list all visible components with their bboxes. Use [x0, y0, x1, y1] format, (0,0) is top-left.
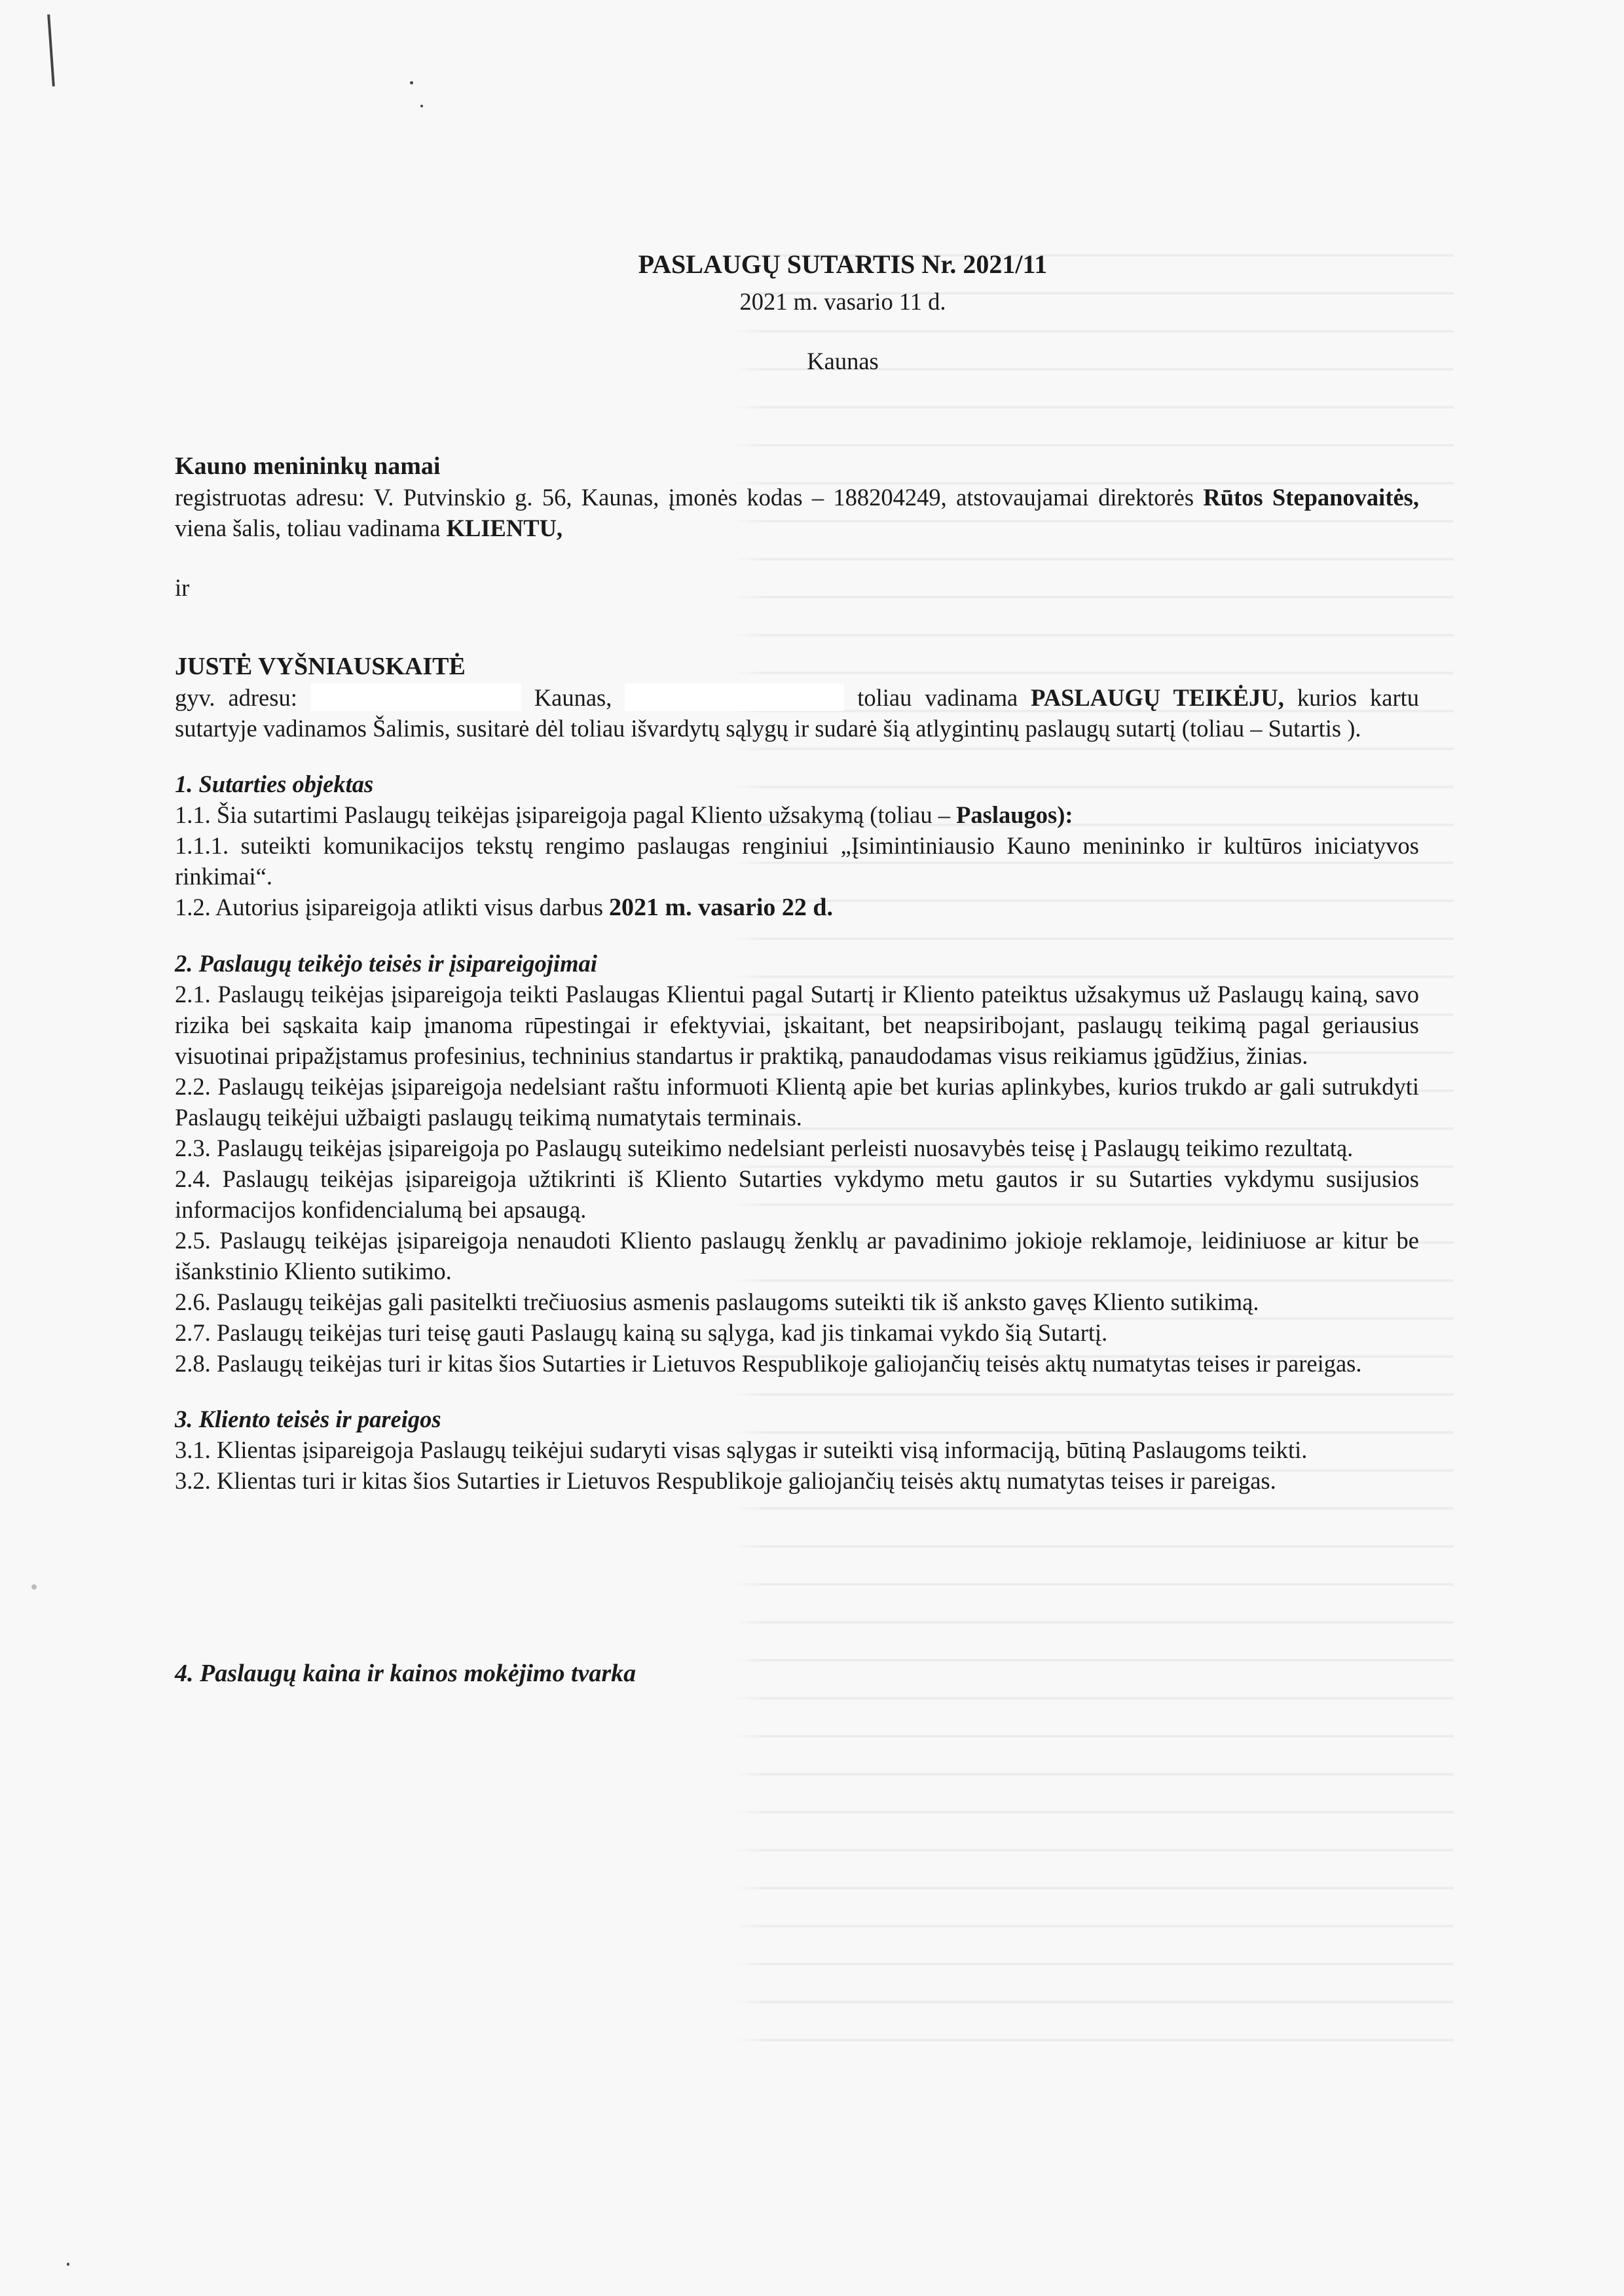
section-3-heading: 3. Kliento teisės ir pareigos	[175, 1406, 441, 1432]
clause-1-1-text: 1.1. Šia sutartimi Paslaugų teikėjas įsipareigoja pagal Kliento užsakymą (toliau –	[175, 801, 957, 828]
client-representative: Rūtos Stepanovaitės,	[1203, 484, 1420, 511]
section-4-heading: 4. Paslaugų kaina ir kainos mokėjimo tvarka	[175, 1660, 637, 1687]
section-1-heading: 1. Sutarties objektas	[175, 771, 374, 797]
client-details	[175, 482, 1419, 543]
provider-address-prefix: gyv. adresu:	[175, 684, 310, 711]
clause-2-4: 2.4. Paslaugų teikėjas įsipareigoja užtikrinti iš Kliento Sutarties vykdymo metu gautos ir su Sutarties vykdymu susijusios informacijos konfidencialumą bei apsaugą.	[175, 1165, 1419, 1223]
section-2-heading: 2. Paslaugų teikėjo teisės ir įsipareigojimai	[175, 950, 597, 977]
scan-mark	[47, 14, 55, 86]
clause-1-1	[175, 799, 1419, 830]
client-name: Kauno menininkų namai	[175, 452, 441, 480]
clause-1-1-term: Paslaugos):	[956, 801, 1073, 828]
clause-3-2: 3.2. Klientas turi ir kitas šios Sutarties ir Lietuvos Respublikoje galiojančių teisės aktų numatytas teises ir pareigas.	[175, 1467, 1276, 1494]
scan-dot	[67, 2263, 69, 2266]
provider-details-rest: toliau vadinama	[844, 684, 1031, 711]
provider-name: JUSTĖ VYŠNIAUSKAITĖ	[175, 653, 466, 680]
clause-1-2-text: 1.2. Autorius įsipareigoja atlikti visus darbus	[175, 894, 610, 920]
clause-2-2: 2.2. Paslaugų teikėjas įsipareigoja nedelsiant raštu informuoti Klientą apie bet kurias aplinkybes, kurios trukdo ar gali sutrukdyti Paslaugų teikėjui užbaigti paslaugų teikimą numatytais terminais.	[175, 1073, 1419, 1131]
clause-1-2	[175, 892, 1419, 923]
client-details-rest: viena šalis, toliau vadinama	[175, 515, 447, 541]
provider-details	[175, 682, 1419, 744]
clause-1-2-deadline: 2021 m. vasario 22 d.	[609, 894, 834, 921]
client-address: registruotas adresu: V. Putvinskio g. 56, Kaunas, įmonės kodas – 188204249, atstovaujamai direktorės	[175, 484, 1194, 511]
scan-dot	[410, 81, 413, 84]
clause-2-6: 2.6. Paslaugų teikėjas gali pasitelkti trečiuosius asmenis paslaugoms suteikti tik iš anksto gavęs Kliento sutikimą.	[175, 1288, 1259, 1315]
provider-role: PASLAUGŲ TEIKĖJU,	[1031, 684, 1284, 711]
document-title: PASLAUGŲ SUTARTIS Nr. 2021/11	[638, 249, 1048, 279]
provider-agreement-text: kurios kartu sutartyje vadinamos Šalimis, susitarė dėl toliau išvardytų sąlygų ir sudarė šią atlygintinų paslaugų sutartį (toliau – Sutartis ).	[175, 684, 1420, 742]
provider-address-city: Kaunas,	[521, 684, 625, 711]
clause-3-1: 3.1. Klientas įsipareigoja Paslaugų teikėjui sudaryti visas sąlygas ir suteikti visą informaciją, būtiną Paslaugoms teikti.	[175, 1436, 1308, 1463]
document-body	[175, 236, 1419, 1689]
redaction-box	[310, 683, 521, 711]
scan-dot	[420, 105, 423, 107]
clause-2-1: 2.1. Paslaugų teikėjas įsipareigoja teikti Paslaugas Klientui pagal Sutartį ir Kliento pateiktus užsakymus už Paslaugų kainą, savo rizika bei sąskaita kaip įmanoma rūpestingai ir efektyviai, įskaitant, bet neapsiribojant, paslaugų teikimą pagal geriausius visuotinai pripažįstamus profesinius, techninius standartus ir praktiką, panaudodamas visus reikiamus įgūdžius, žinias.	[175, 981, 1419, 1069]
clause-1-1-1: 1.1.1. suteikti komunikacijos tekstų rengimo paslaugas renginiui „Įsimintiniausio Kauno menininko ir kultūros iniciatyvos rinkimai“.	[175, 832, 1419, 890]
redaction-box	[625, 683, 844, 711]
document-date: 2021 m. vasario 11 d.	[739, 288, 946, 315]
clause-2-8: 2.8. Paslaugų teikėjas turi ir kitas šios Sutarties ir Lietuvos Respublikoje galiojančių teisės aktų numatytas teises ir pareigas.	[175, 1350, 1362, 1377]
document-city: Kaunas	[807, 348, 879, 374]
client-role: KLIENTU,	[446, 515, 563, 541]
clause-2-7: 2.7. Paslaugų teikėjas turi teisę gauti Paslaugų kainą su sąlyga, kad jis tinkamai vykdo šią Sutartį.	[175, 1319, 1108, 1346]
scan-dot	[31, 1584, 37, 1590]
conjunction: ir	[175, 574, 190, 601]
clause-2-5: 2.5. Paslaugų teikėjas įsipareigoja nenaudoti Kliento paslaugų ženklų ar pavadinimo jokioje reklamoje, leidiniuose ar kitur be išankstinio Kliento sutikimo.	[175, 1227, 1419, 1285]
clause-2-3: 2.3. Paslaugų teikėjas įsipareigoja po Paslaugų suteikimo nedelsiant perleisti nuosavybės teisę į Paslaugų teikimo rezultatą.	[175, 1135, 1354, 1161]
